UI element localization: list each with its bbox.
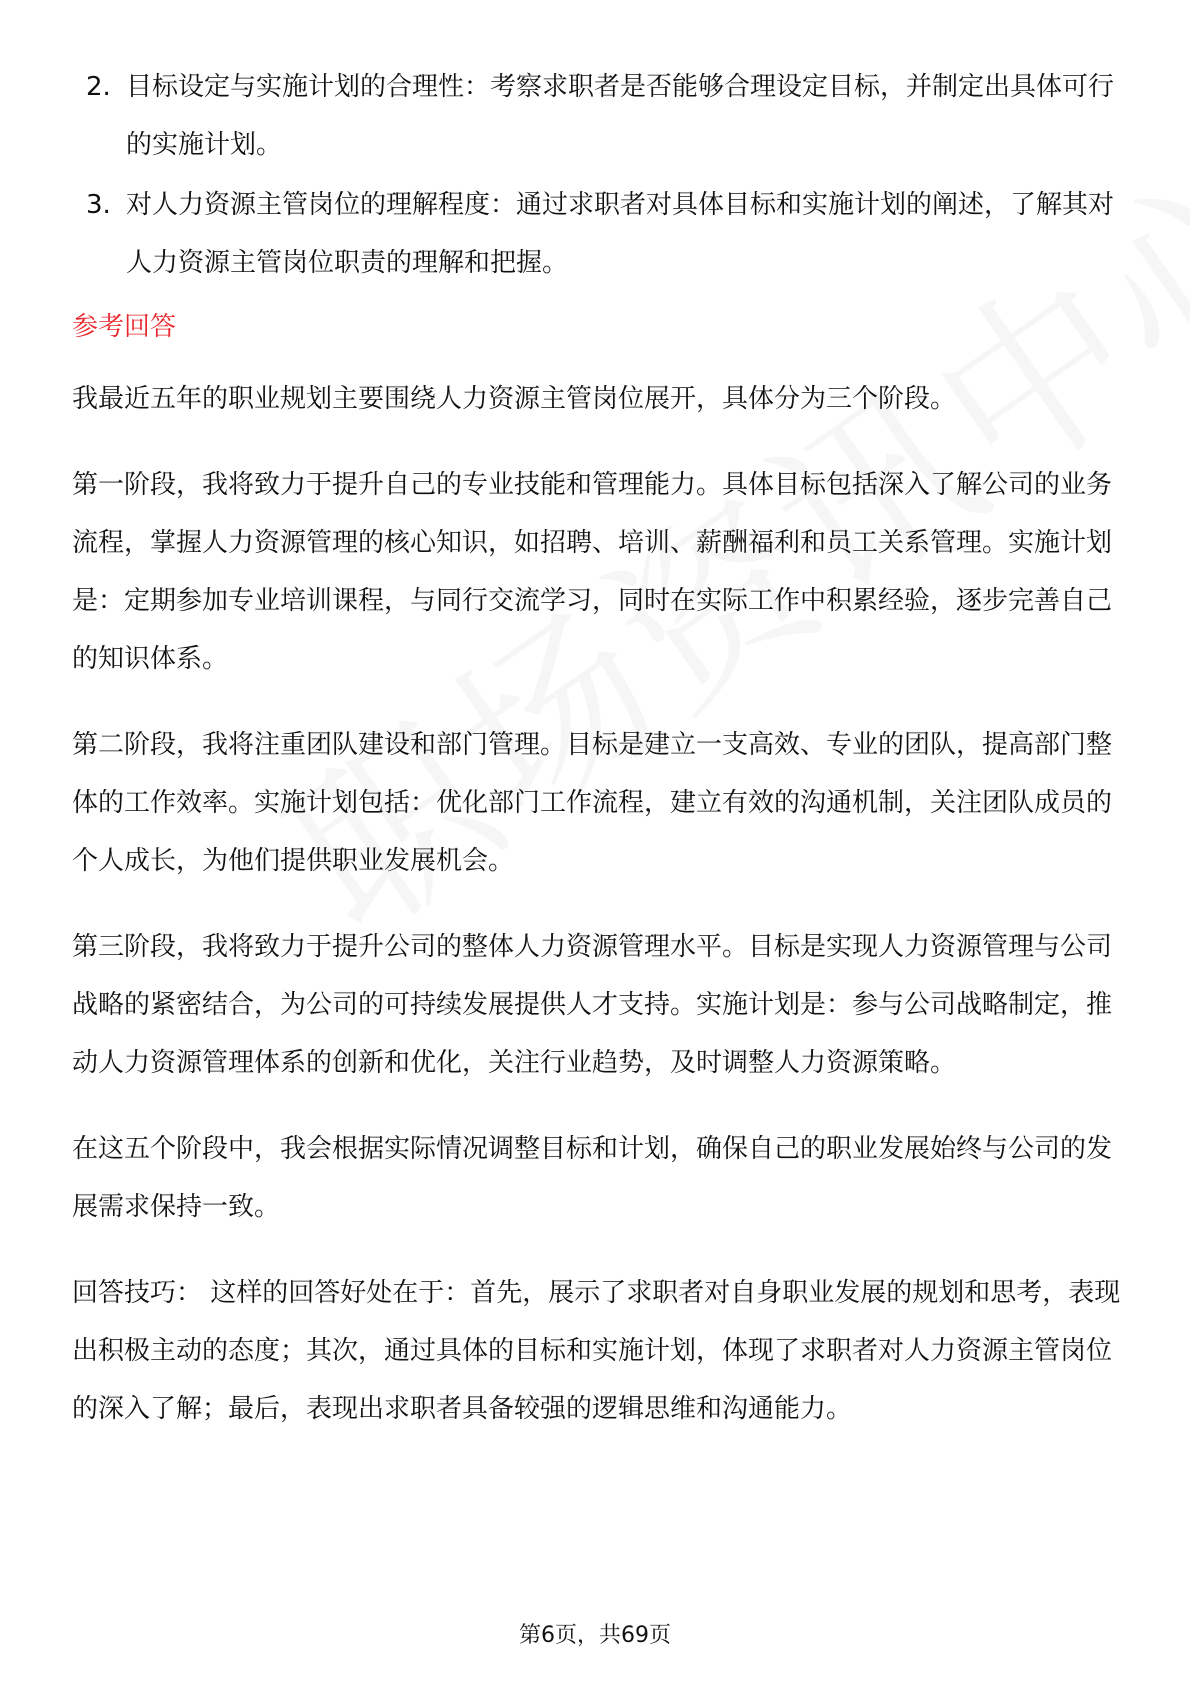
list-item	[72, 176, 1122, 292]
section-heading-reference-answer: 参考回答	[72, 312, 177, 342]
paragraph-answer-tips: 回答技巧： 这样的回答好处在于：首先，展示了求职者对自身职业发展的规划和思考，表现出积极主动的态度；其次，通过具体的目标和实施计划，体现了求职者对人力资源主管岗位的深入了解；最后，表现出求职者具备较强的逻辑思维和沟通能力。	[72, 1278, 1121, 1424]
list-item-text: 对人力资源主管岗位的理解程度：通过求职者对具体目标和实施计划的阐述，了解其对人力资源主管岗位职责的理解和把握。	[126, 190, 1115, 278]
paragraph-stage-two: 第二阶段，我将注重团队建设和部门管理。目标是建立一支高效、专业的团队，提高部门整体的工作效率。实施计划包括：优化部门工作流程，建立有效的沟通机制，关注团队成员的个人成长，为他们提供职业发展机会。	[72, 730, 1113, 876]
paragraph-summary: 在这五个阶段中，我会根据实际情况调整目标和计划，确保自己的职业发展始终与公司的发展需求保持一致。	[72, 1134, 1113, 1222]
document-page	[72, 58, 1122, 1466]
list-item-number: 2.	[86, 72, 111, 102]
list-item	[72, 58, 1122, 174]
paragraph-stage-one: 第一阶段，我将致力于提升自己的专业技能和管理能力。具体目标包括深入了解公司的业务流程，掌握人力资源管理的核心知识，如招聘、培训、薪酬福利和员工关系管理。实施计划是：定期参加专业培训课程，与同行交流学习，同时在实际工作中积累经验，逐步完善自己的知识体系。	[72, 470, 1113, 674]
criteria-list	[72, 58, 1122, 292]
list-item-number: 3.	[86, 190, 111, 220]
list-item-text: 目标设定与实施计划的合理性：考察求职者是否能够合理设定目标，并制定出具体可行的实施计划。	[126, 72, 1115, 160]
paragraph-intro: 我最近五年的职业规划主要围绕人力资源主管岗位展开，具体分为三个阶段。	[72, 384, 957, 414]
page-footer: 第6页，共69页	[519, 1623, 671, 1648]
paragraph-stage-three: 第三阶段，我将致力于提升公司的整体人力资源管理水平。目标是实现人力资源管理与公司战略的紧密结合，为公司的可持续发展提供人才支持。实施计划是：参与公司战略制定，推动人力资源管理体系的创新和优化，关注行业趋势，及时调整人力资源策略。	[72, 932, 1113, 1078]
